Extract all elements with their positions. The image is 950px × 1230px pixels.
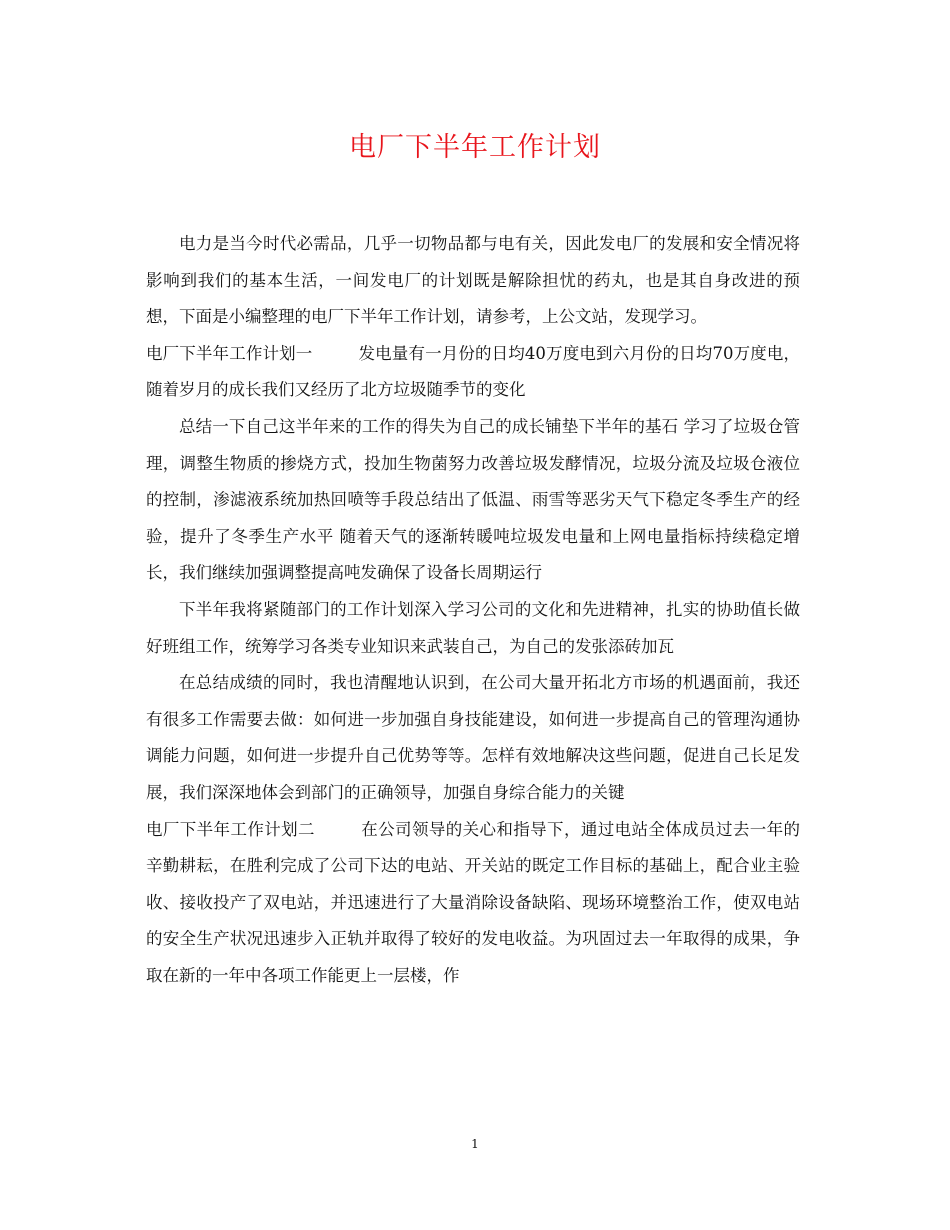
page-number: 1: [471, 1137, 479, 1151]
plan-paragraph: 下半年我将紧随部门的工作计划深入学习公司的文化和先进精神，扎实的协助值长做好班组工作，统筹学习各类专业知识来武装自己，为自己的发张添砖加瓦: [146, 599, 800, 656]
document-body: [146, 226, 800, 994]
summary-paragraph: 总结一下自己这半年来的工作的得失为自己的成长铺垫下半年的基石 学习了垃圾仓管理，调整生物质的掺烧方式，投加生物菌努力改善垃圾发酵情况，垃圾分流及垃圾仓液位的控制，渗滤液系统加热回喷等手段总结出了低温、雨雪等恶劣天气下稳定冬季生产的经验，提升了冬季生产水平 随着天气的逐渐转暖吨垃圾发电量和上网电量指标持续稳定增长，我们继续加强调整提高吨发确保了设备长周期运行: [146, 416, 800, 583]
section-2-paragraph: [146, 812, 800, 995]
section-1-heading: 电厂下半年工作计划一: [146, 343, 313, 363]
intro-paragraph: 电力是当今时代必需品，几乎一切物品都与电有关，因此发电厂的发展和安全情况将影响到我们的基本生活，一间发电厂的计划既是解除担忧的药丸，也是其自身改进的预想，下面是小编整理的电厂下半年工作计划，请参考，上公文站，发现学习。: [146, 234, 800, 327]
section-1-lead-text: 发电量有一月份的日均40万度电到六月份的日均70万度电，随着岁月的成长我们又经历了北方垃圾随季节的变化: [146, 343, 800, 400]
section-2-heading: 电厂下半年工作计划二: [146, 819, 315, 839]
section-1-paragraph: [146, 336, 800, 409]
document-title: 电厂下半年工作计划: [349, 132, 601, 163]
section-2-lead-text: 在公司领导的关心和指导下，通过电站全体成员过去一年的辛勤耕耘，在胜利完成了公司下达的电站、开关站的既定工作目标的基础上，配合业主验收、接收投产了双电站，并迅速进行了大量消除设备缺陷、现场环境整治工作，使双电站的安全生产状况迅速步入正轨并取得了较好的发电收益。为巩固过去一年取得的成果，争取在新的一年中各项工作能更上一层楼，作: [146, 819, 801, 985]
reflection-paragraph: 在总结成绩的同时，我也清醒地认识到，在公司大量开拓北方市场的机遇面前，我还有很多工作需要去做：如何进一步加强自身技能建设，如何进一步提高自己的管理沟通协调能力问题，如何进一步提升自己优势等等。怎样有效地解决这些问题，促进自己长足发展，我们深深地体会到部门的正确领导，加强自身综合能力的关键: [146, 673, 800, 802]
